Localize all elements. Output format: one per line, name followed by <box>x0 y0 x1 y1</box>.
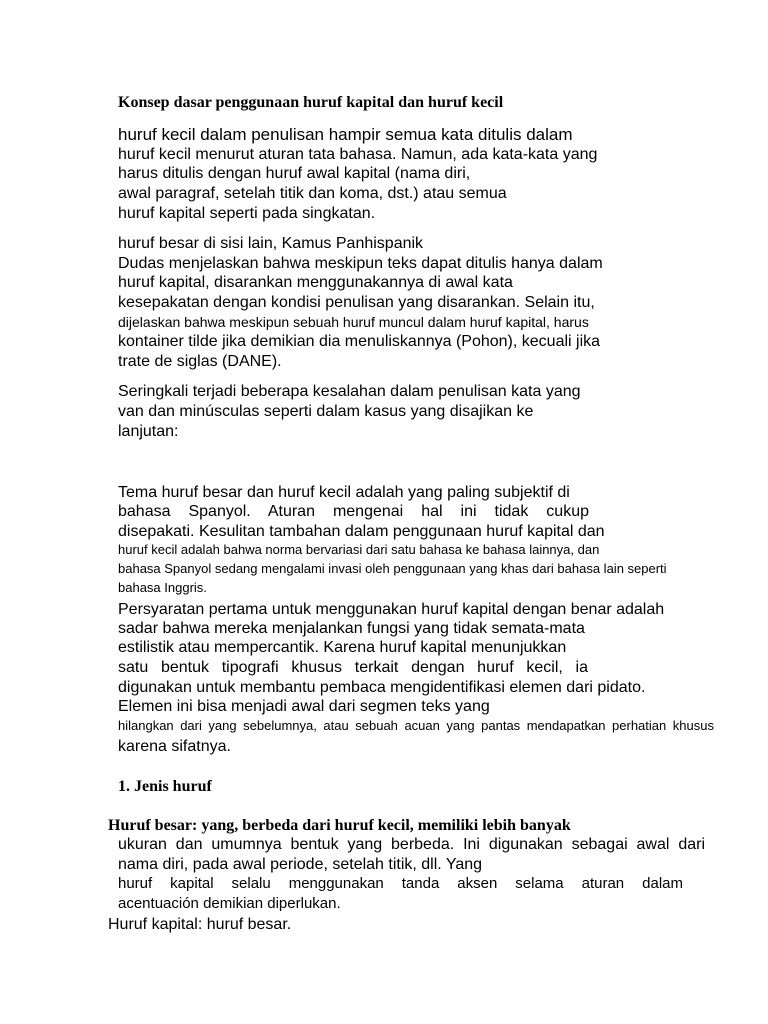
document-heading: Konsep dasar penggunaan huruf kapital dan huruf kecil <box>118 94 504 111</box>
paragraph-5-line-7: hilangkan dari yang sebelumnya, atau sebuah acuan yang pantas mendapatkan perhatian khusus <box>118 718 714 733</box>
paragraph-1-line-1: huruf kecil dalam penulisan hampir semua kata ditulis dalam <box>118 125 573 144</box>
bullet-1-line-1: ukuran dan umumnya bentuk yang berbeda. Ini digunakan sebagai awal dari <box>118 836 705 853</box>
section-1-heading: 1. Jenis huruf <box>118 778 212 795</box>
paragraph-5-line-8: karena sifatnya. <box>118 738 231 755</box>
paragraph-2-line-2: Dudas menjelaskan bahwa meskipun teks dapat ditulis hanya dalam <box>118 255 603 272</box>
paragraph-4-line-3: disepakati. Kesulitan tambahan dalam penggunaan huruf kapital dan <box>118 523 605 540</box>
paragraph-1-line-5: huruf kapital seperti pada singkatan. <box>118 205 376 222</box>
paragraph-5-line-5: digunakan untuk membantu pembaca mengidentifikasi elemen dari pidato. <box>118 679 646 696</box>
bullet-1-line-2: nama diri, pada awal periode, setelah titik, dll. Yang <box>118 856 483 873</box>
paragraph-2-line-1: huruf besar di sisi lain, Kamus Panhispanik <box>118 235 424 252</box>
paragraph-3-line-3: lanjutan: <box>118 423 179 440</box>
paragraph-5-line-3: estilistik atau mempercantik. Karena huruf kapital menunjukkan <box>118 639 567 656</box>
paragraph-2-line-3: huruf kapital, disarankan menggunakannya di awal kata <box>118 274 513 291</box>
paragraph-4-line-4: huruf kecil adalah bahwa norma bervariasi dari satu bahasa ke bahasa lainnya, dan <box>118 542 600 557</box>
paragraph-3-line-2: van dan minúsculas seperti dalam kasus yang disajikan ke <box>118 403 534 420</box>
paragraph-4-line-1: Tema huruf besar dan huruf kecil adalah yang paling subjektif di <box>118 484 570 501</box>
paragraph-4-line-6: bahasa Inggris. <box>118 580 207 595</box>
paragraph-1-line-3: harus ditulis dengan huruf awal kapital (nama diri, <box>118 165 471 182</box>
paragraph-2-line-7: trate de siglas (DANE). <box>118 353 282 370</box>
bullet-1-line-4: acentuación demikian diperlukan. <box>118 895 341 912</box>
bullet-2-text: Huruf kapital: huruf besar. <box>108 916 292 933</box>
paragraph-5-line-6: Elemen ini bisa menjadi awal dari segmen teks yang <box>118 698 490 715</box>
paragraph-5-line-2: sadar bahwa mereka menjalankan fungsi yang tidak semata-mata <box>118 620 585 637</box>
paragraph-1-line-2: huruf kecil menurut aturan tata bahasa. Namun, ada kata-kata yang <box>118 146 598 163</box>
paragraph-4-line-5: bahasa Spanyol sedang mengalami invasi oleh penggunaan yang khas dari bahasa lain seperti <box>118 561 667 576</box>
paragraph-2-line-6: kontainer tilde jika demikian dia menuliskannya (Pohon), kecuali jika <box>118 333 601 350</box>
paragraph-3-line-1: Seringkali terjadi beberapa kesalahan dalam penulisan kata yang <box>118 383 581 400</box>
paragraph-5-line-4: satu bentuk tipografi khusus terkait dengan huruf kecil, ia <box>118 659 588 676</box>
paragraph-5-line-1: Persyaratan pertama untuk menggunakan huruf kapital dengan benar adalah <box>118 601 665 618</box>
paragraph-2-line-5: dijelaskan bahwa meskipun sebuah huruf muncul dalam huruf kapital, harus <box>118 314 589 330</box>
bullet-1-title: Huruf besar: yang, berbeda dari huruf kecil, memiliki lebih banyak <box>108 817 571 834</box>
paragraph-4-line-2: bahasa Spanyol. Aturan mengenai hal ini tidak cukup <box>118 503 589 520</box>
paragraph-1-line-4: awal paragraf, setelah titik dan koma, dst.) atau semua <box>118 185 507 202</box>
bullet-1-line-3: huruf kapital selalu menggunakan tanda aksen selama aturan dalam <box>118 875 683 892</box>
paragraph-2-line-4: kesepakatan dengan kondisi penulisan yang disarankan. Selain itu, <box>118 294 595 311</box>
